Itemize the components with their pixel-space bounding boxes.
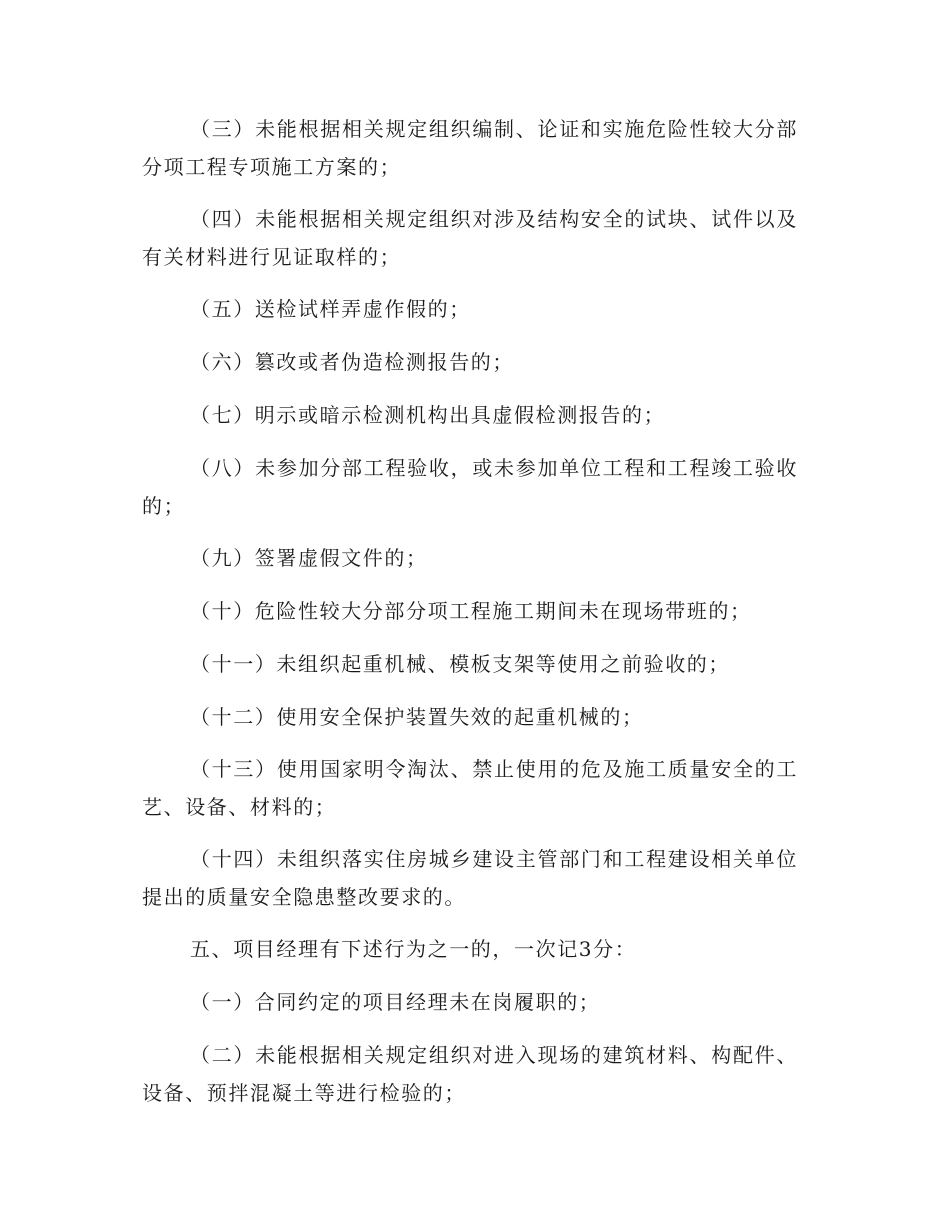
paragraph-item-3: （三）未能根据相关规定组织编制、论证和实施危险性较大分部分项工程专项施工方案的； <box>142 117 798 179</box>
paragraph-item-13: （十三）使用国家明令淘汰、禁止使用的危及施工质量安全的工艺、设备、材料的； <box>142 757 798 819</box>
paragraph-item-5: （五）送检试样弄虚作假的； <box>190 297 471 321</box>
paragraph-item-9: （九）签署虚假文件的； <box>190 546 428 570</box>
paragraph-item-11: （十一）未组织起重机械、模板支架等使用之前验收的； <box>190 652 730 676</box>
paragraph-item-10: （十）危险性较大分部分项工程施工期间未在现场带班的； <box>190 599 752 623</box>
paragraph-item-8: （八）未参加分部工程验收，或未参加单位工程和工程竣工验收的； <box>142 456 798 518</box>
section-heading-five: 五、项目经理有下述行为之一的，一次记3分： <box>190 937 637 961</box>
paragraph-item-5-2: （二）未能根据相关规定组织对进入现场的建筑材料、构配件、设备、预拌混凝土等进行检验的； <box>142 1043 798 1105</box>
paragraph-item-12: （十二）使用安全保护装置失效的起重机械的； <box>190 705 644 729</box>
paragraph-item-5-1: （一）合同约定的项目经理未在岗履职的； <box>190 990 601 1014</box>
paragraph-item-14: （十四）未组织落实住房城乡建设主管部门和工程建设相关单位提出的质量安全隐患整改要求的。 <box>142 847 798 909</box>
paragraph-item-7: （七）明示或暗示检测机构出具虚假检测报告的； <box>190 403 666 427</box>
paragraph-item-4: （四）未能根据相关规定组织对涉及结构安全的试块、试件以及有关材料进行见证取样的； <box>142 207 798 269</box>
paragraph-item-6: （六）篡改或者伪造检测报告的； <box>190 350 514 374</box>
